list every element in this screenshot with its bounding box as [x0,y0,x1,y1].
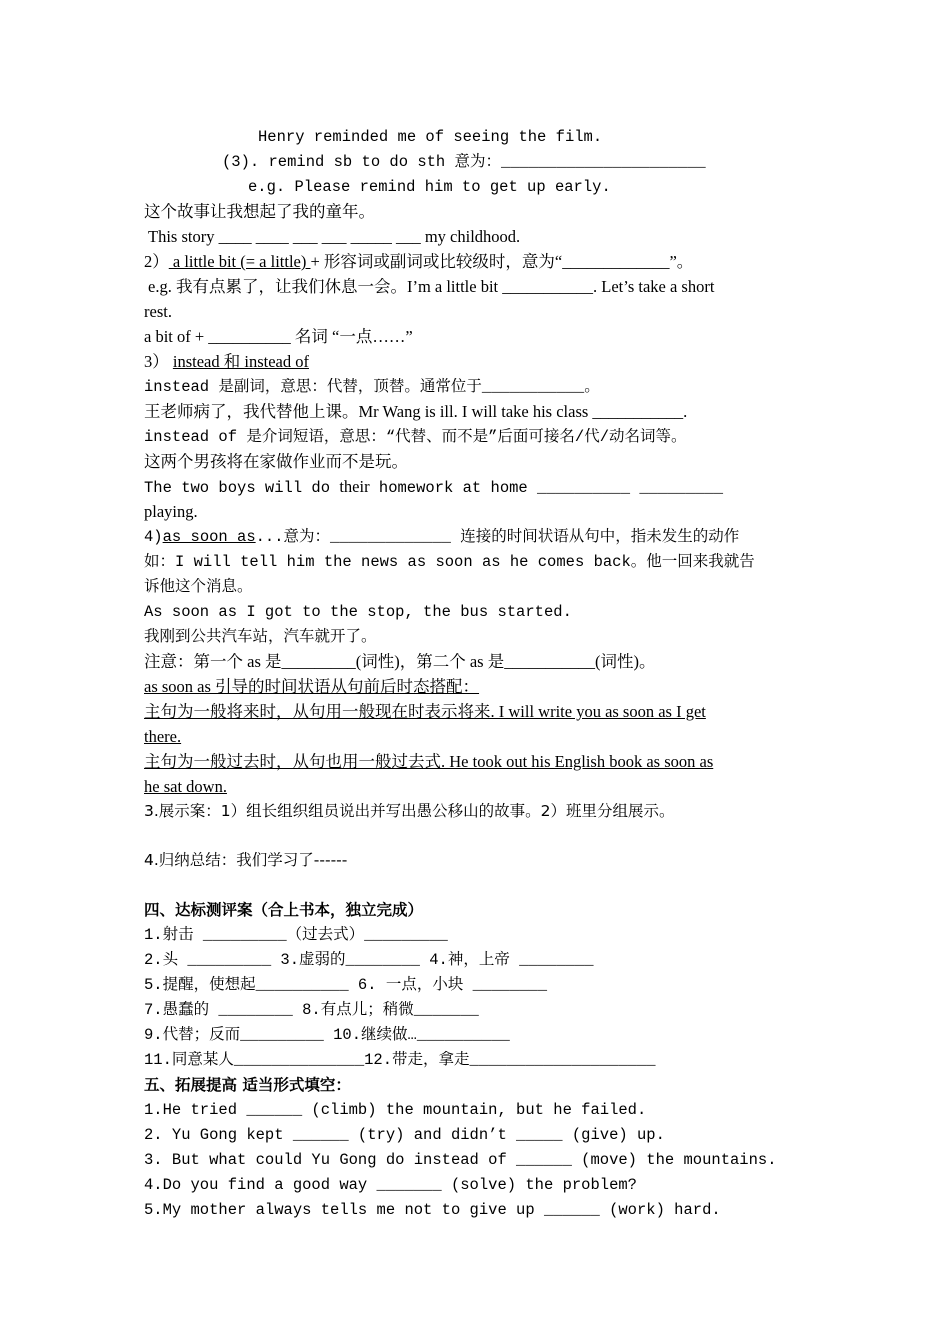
text: 11.同意某人______________12.带走，拿走____________________ [144,1051,656,1069]
chinese-sentence [144,625,807,650]
example-line [144,600,807,625]
usage-line [222,150,807,175]
text: there. [144,727,182,746]
phrase-line [144,325,807,350]
text: 5.提醒，使想起__________ 6. 一点，小块 ________ [144,976,548,994]
text: 四、达标测评案（合上书本，独立完成） [144,901,424,919]
vocab-item [144,1048,807,1073]
text: 5.My mother always tells me not to give up ______ (work) hard. [144,1201,721,1219]
example-line-cont [144,575,807,600]
text: 这两个男孩将在家做作业而不是玩。 [144,452,408,471]
text: playing. [144,502,198,521]
example-line-cont [144,300,807,325]
chinese-sentence [144,200,807,225]
text: a bit of + __________ 名词 “一点……” [144,327,413,346]
point-3 [144,350,807,375]
text: 注意：第一个 as 是_________(词性)，第二个 as 是___________(词性)。 [144,652,656,671]
vocab-item [144,1023,807,1048]
note-line [144,650,807,675]
text: 我刚到公共汽车站，汽车就开了。 [144,628,377,646]
text: _________ [639,479,724,497]
text: 7.愚蠢的 ________ 8.有点儿；稍微_______ [144,1001,479,1019]
example-line [248,175,807,200]
text: instead 是副词，意思：代替，顶替。通常位于___________。 [144,378,600,396]
text: 五、拓展提高 适当形式填空： [144,1076,351,1094]
text: rest. [144,302,172,321]
exercise-item [144,1098,807,1123]
explanation-line [144,375,807,400]
extension-section-heading [144,1073,807,1098]
example-line [144,400,807,425]
text: as soon as 引导的时间状语从句前后时态搭配： [144,677,480,696]
text: 4.归纳总结：我们学习了------ [144,851,348,869]
fill-in-sentence-cont [144,500,807,525]
phrase-underlined: a little bit (= a little) [168,252,311,271]
point-4 [144,525,807,550]
text: The two boys will do [144,479,340,497]
text: + 形容词或副词或比较级时，意为“_____________”。 [310,252,694,271]
exercise-item [144,1173,807,1198]
text: 王老师病了，我代替他上课。Mr Wang is ill. I will take his class ___________. [144,402,688,421]
text: This story ____ ____ ___ ___ _____ ___ my childhood. [148,227,521,246]
text: (3). remind sb to do sth 意为：______________________ [222,153,706,171]
example-line [144,550,807,575]
text: 诉他这个消息。 [144,578,253,596]
point-number: 3） [144,352,173,371]
phrase-underlined: instead 和 instead of [172,352,309,371]
example-line [148,275,807,300]
text: 3.展示案：1）组长组织组员说出并写出愚公移山的故事。2）班里分组展示。 [144,802,675,820]
text: 主句为一般过去时，从句也用一般过去式. He took out his English book as soon as [144,752,714,771]
text: 主句为一般将来时，从句用一般现在时表示将来. I will write you as soon as I get [144,702,706,721]
text: instead of 是介词短语，意思：“代替、而不是”后面可接名/代/动名词等。 [144,428,687,446]
text: e.g. 我有点累了，让我们休息一会。I’m a little bit ___________. Let’s take a short [148,277,715,296]
text: 2.头 _________ 3.虚弱的________ 4.神，上帝 ________ [144,951,594,969]
rule-line [144,700,807,725]
text: 2. Yu Gong kept ______ (try) and didn’t _____ (give) up. [144,1126,665,1144]
text: 1.He tried ______ (climb) the mountain, but he failed. [144,1101,647,1119]
text: their [339,477,370,496]
exercise-item [144,1198,807,1223]
vocab-item [144,998,807,1023]
vocab-item [144,923,807,948]
vocab-item [144,973,807,998]
rule-line-cont [144,725,807,750]
text: 这个故事让我想起了我的童年。 [144,202,375,221]
text: As soon as I got to the stop, the bus started. [144,603,572,621]
section-3-heading [144,799,807,824]
exercise-item [144,1123,807,1148]
example-line [258,125,807,150]
text: homework at home __________ [369,479,640,497]
text: 4.Do you find a good way _______ (solve) the problem? [144,1176,637,1194]
exercise-item [144,1148,807,1173]
test-section-heading [144,898,807,923]
text: 3. But what could Yu Gong do instead of ______ (move) the mountains. [144,1151,777,1169]
point-2 [144,250,807,275]
text: 如：I will tell him the news as soon as he comes back。他一回来我就告 [144,553,755,571]
text: ...意为：_____________ 连接的时间状语从句中，指未发生的动作 [255,528,740,546]
text: 1.射击 _________（过去式）_________ [144,926,448,944]
text: 9.代替；反而_________ 10.继续做…__________ [144,1026,510,1044]
point-number: 2） [144,252,169,271]
fill-in-sentence [148,225,807,250]
text: Henry reminded me of seeing the film. [258,128,603,146]
text: he sat down. [144,777,227,796]
rule-line-cont [144,775,807,800]
text: e.g. Please remind him to get up early. [248,178,611,196]
chinese-sentence [144,450,807,475]
rule-heading [144,675,807,700]
phrase-underlined: as soon as [162,528,256,546]
section-4-heading [144,848,807,873]
fill-in-sentence [144,475,807,500]
point-number: 4) [144,528,163,546]
explanation-line [144,425,807,450]
rule-line [144,750,807,775]
vocab-item [144,948,807,973]
